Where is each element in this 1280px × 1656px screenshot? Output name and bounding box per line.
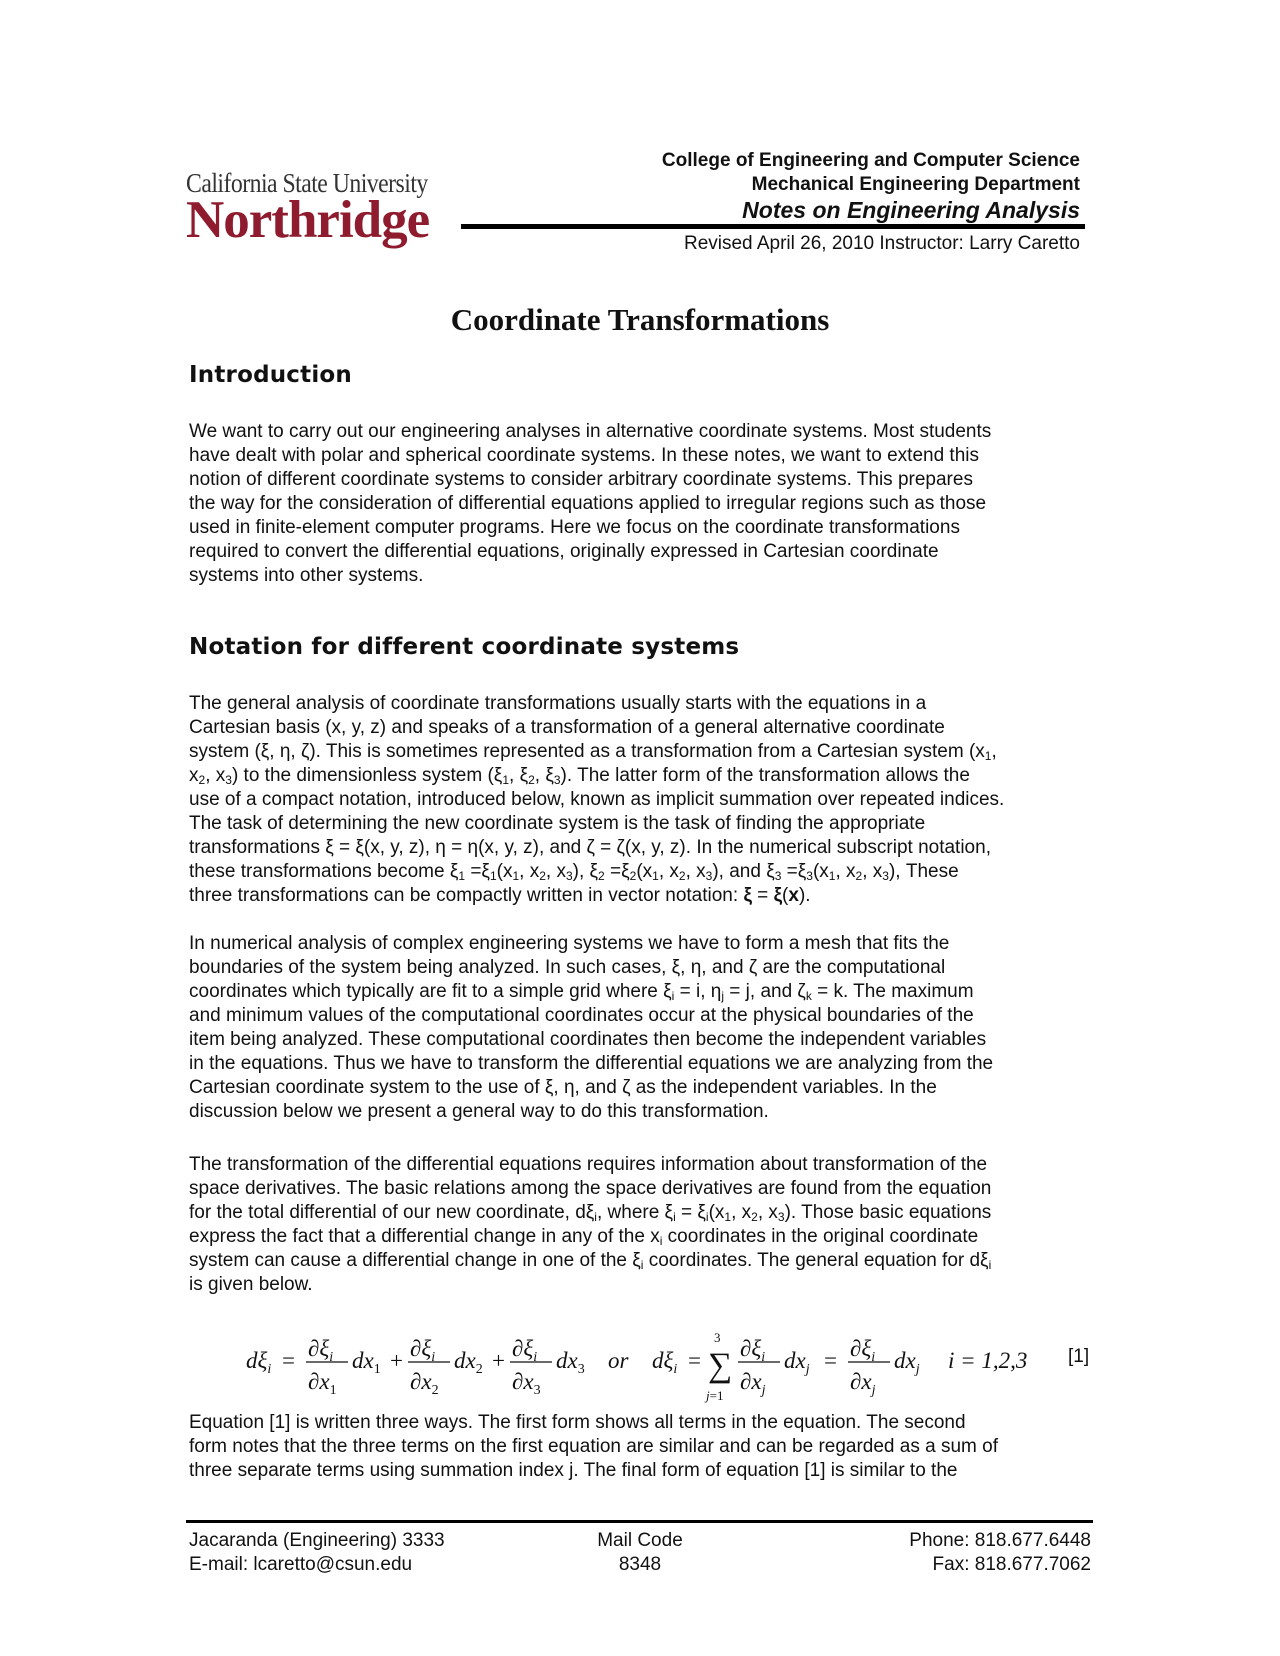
- svg-text:∂ξi: $\partial\xi_i$: [740, 1336, 766, 1365]
- revision-info: Revised April 26, 2010 Instructor: Larry Caretto: [683, 233, 1080, 254]
- svg-text:∂ξi: $\partial\xi_i$: [512, 1336, 538, 1365]
- text-line: use of a compact notation, introduced below, known as implicit summation over repeated indices.: [189, 789, 1005, 810]
- text-line: The transformation of the differential equations requires information about transformation of the: [189, 1154, 988, 1175]
- equation-range: i = 1,2,3: [948, 1348, 1028, 1373]
- svg-text:∂x3: $\partial x_3$: [512, 1369, 541, 1398]
- office-location: Jacaranda (Engineering) 3333: [189, 1530, 445, 1551]
- text-line: have dealt with polar and spherical coordinate systems. In these notes, we want to extend this: [189, 445, 980, 466]
- footer-rule: [186, 1520, 1093, 1523]
- svg-text:=: =: [282, 1348, 295, 1373]
- email-address: E-mail: lcaretto@csun.edu: [189, 1554, 413, 1575]
- notation-paragraph-1: [189, 692, 1089, 908]
- text-line: for the total differential of our new coordinate, $d\xi_i$, where $\xi_i = \xi_i(x_1$, $x_2$, $x_3$). Those basic equations: [189, 1202, 992, 1224]
- text-line: boundaries of the system being analyzed. In such cases, ξ, η, and ζ are the computational: [189, 957, 946, 978]
- text-line: transformations ξ = ξ(x, y, z), η = η(x, y, z), and ζ = ζ(x, y, z). In the numerical subscript notation,: [189, 837, 991, 858]
- svg-text:+: +: [390, 1348, 403, 1373]
- text-line: Equation [1] is written three ways. The first form shows all terms in the equation. The second: [189, 1412, 966, 1433]
- mail-code-value: 8348: [618, 1554, 662, 1575]
- text-line: the way for the consideration of differential equations applied to irregular regions such as those: [189, 493, 987, 514]
- svg-text:∂xj: $\partial x_j$: [740, 1369, 766, 1398]
- equation-1: [230, 1323, 1100, 1409]
- svg-text:3: 3: [714, 1330, 721, 1345]
- svg-text:dxj: $dx_j$: [894, 1348, 920, 1377]
- text-line: $x_2$, $x_3$) to the dimensionless system ($\xi_1$, $\xi_2$, $\xi_3$). The latter form of the transformation allows the: [189, 765, 970, 787]
- svg-text:=: =: [824, 1348, 837, 1373]
- intro-heading: Introduction: [189, 362, 352, 388]
- svg-text:dx3: $dx_3$: [556, 1348, 585, 1377]
- text-line: item being analyzed. These computational coordinates then become the independent variables: [189, 1029, 987, 1050]
- university-logo: [186, 168, 461, 249]
- text-line: discussion below we present a general way to do this transformation.: [189, 1101, 769, 1122]
- svg-text:dx2: $dx_2$: [454, 1348, 483, 1377]
- equation-or: or: [608, 1348, 629, 1373]
- svg-text:∂ξi: $\partial\xi_i$: [850, 1336, 876, 1365]
- text-line: three separate terms using summation index j. The final form of equation [1] is similar to the: [189, 1460, 958, 1481]
- phone-number: Phone: 818.677.6448: [909, 1530, 1091, 1551]
- text-line: these transformations become $\xi_1 =\xi_1(x_1$, $x_2$, $x_3$), $\xi_2 =\xi_2(x_1$, $x_2$, $x_3$), and $\xi_3 =\xi_3(x_1$, $x_2$, $x_3$), These: [189, 861, 959, 883]
- text-line: Cartesian coordinate system to the use of ξ, η, and ζ as the independent variables. In the: [189, 1077, 937, 1098]
- text-line: form notes that the three terms on the first equation are similar and can be regarded as a sum of: [189, 1436, 998, 1457]
- notation-heading: Notation for different coordinate systems: [189, 634, 740, 660]
- text-line: system (ξ, η, ζ). This is sometimes represented as a transformation from a Cartesian system ($x_1$,: [189, 741, 997, 763]
- svg-text:∂x2: $\partial x_2$: [410, 1369, 439, 1398]
- svg-text:dx1: $dx_1$: [352, 1348, 381, 1377]
- text-line: in the equations. Thus we have to transform the differential equations we are analyzing from the: [189, 1053, 994, 1074]
- text-line: used in finite-element computer programs. Here we focus on the coordinate transformations: [189, 517, 960, 538]
- logo-campus-name: Northridge: [186, 191, 430, 249]
- svg-text:∂ξi: $\partial\xi_i$: [308, 1336, 334, 1365]
- svg-text:∂ξi: $\partial\xi_i$: [410, 1336, 436, 1365]
- equation-explanation: [189, 1411, 1089, 1483]
- svg-text:j=1: j=1: [706, 1388, 724, 1403]
- footer-phone: [909, 1529, 1091, 1577]
- footer-mail-code: [560, 1529, 720, 1577]
- svg-text:∂xj: $\partial x_j$: [850, 1369, 876, 1398]
- svg-text:∂x1: $\partial x_1$: [308, 1369, 337, 1398]
- text-line: is given below.: [189, 1274, 313, 1295]
- svg-text:+: +: [492, 1348, 505, 1373]
- logo-university-name: California State University: [186, 168, 428, 198]
- college-name: College of Engineering and Computer Science: [661, 150, 1080, 171]
- footer-contact: [189, 1529, 445, 1577]
- intro-paragraph: [189, 420, 1089, 588]
- fax-number: Fax: 818.677.7062: [932, 1554, 1091, 1575]
- text-line: notion of different coordinate systems to consider arbitrary coordinate systems. This prepares: [189, 469, 973, 490]
- text-line: express the fact that a differential change in any of the $x_i$ coordinates in the original coordinate: [189, 1226, 979, 1248]
- page-title: Coordinate Transformations: [450, 302, 830, 337]
- svg-text:dξi: $d\xi_i$: [652, 1348, 678, 1377]
- text-line: We want to carry out our engineering analyses in alternative coordinate systems. Most students: [189, 421, 992, 442]
- text-line: coordinates which typically are fit to a simple grid where $\xi_i = i$, $\eta_j = j$, and $\zeta_k = k$. The maximum: [189, 981, 974, 1003]
- text-line: space derivatives. The basic relations among the space derivatives are found from the equation: [189, 1178, 992, 1199]
- equation-number: [1]: [1068, 1346, 1090, 1367]
- text-line: system can cause a differential change in one of the $\xi_i$ coordinates. The general equation for $d\xi_i$: [189, 1250, 992, 1272]
- svg-text:dxj: $dx_j$: [784, 1348, 810, 1377]
- notation-paragraph-3: [189, 1153, 1089, 1297]
- svg-text:∑: ∑: [708, 1347, 733, 1384]
- text-line: and minimum values of the computational coordinates occur at the physical boundaries of the: [189, 1005, 974, 1026]
- svg-text:dξi: $d\xi_i$: [246, 1348, 272, 1377]
- text-line: three transformations can be compactly written in vector notation: ξ = ξ(x).: [189, 885, 811, 906]
- svg-text:=: =: [688, 1348, 701, 1373]
- text-line: Cartesian basis (x, y, z) and speaks of a transformation of a general alternative coordinate: [189, 717, 945, 738]
- text-line: The task of determining the new coordinate system is the task of finding the appropriate: [189, 813, 926, 834]
- mail-code-label: Mail Code: [597, 1530, 683, 1551]
- text-line: The general analysis of coordinate transformations usually starts with the equations in a: [189, 693, 927, 714]
- course-title: Notes on Engineering Analysis: [742, 197, 1080, 223]
- department-name: Mechanical Engineering Department: [751, 174, 1080, 195]
- text-line: required to convert the differential equations, originally expressed in Cartesian coordinate: [189, 541, 939, 562]
- text-line: systems into other systems.: [189, 565, 424, 586]
- text-line: In numerical analysis of complex engineering systems we have to form a mesh that fits the: [189, 933, 950, 954]
- notation-paragraph-2: [189, 932, 1089, 1124]
- header-rule: [461, 224, 1085, 229]
